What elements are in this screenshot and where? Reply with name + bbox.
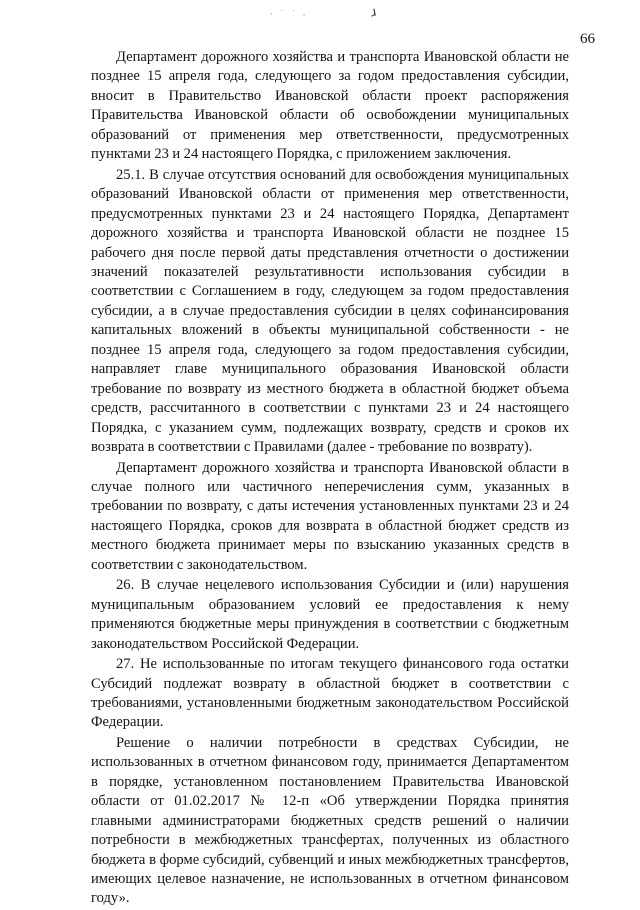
paragraph-need-decision: Решение о наличии потребности в средствах Субсидии, не использованных в отчетном финансовом году, принимается Департаментом в порядке, установленном постановлением Правительства Ивановской области от 01.02.2017 № 12-п «Об утверждении Порядка принятия главными администраторами бюджетных средств решений о наличии потребности в межбюджетных трансфертах, полученных из областного бюджета в форме субсидий, субвенций и иных межбюджетных трансфертов, имеющих целевое назначение, не использованных в отчетном финансовом году». <box>91 734 569 907</box>
document-body <box>91 48 569 910</box>
scan-mark: ɹ <box>369 4 378 21</box>
paragraph-department-deadline: Департамент дорожного хозяйства и транспорта Ивановской области не позднее 15 апреля года, следующего за годом предоставления субсидии, вносит в Правительство Ивановской области проект распоряжения Правительства Ивановской области об освобождении муниципальных образований от применения мер ответственности, предусмотренных пунктами 23 и 24 настоящего Порядка, с приложением заключения. <box>91 49 569 163</box>
paragraph-recovery-measures: Департамент дорожного хозяйства и транспорта Ивановской области в случае полного или частичного неперечисления сумм, указанных в требовании по возврату, с даты истечения установленных пунктами 23 и 24 настоящего Порядка, сроков для возврата в областной бюджет средств из местного бюджета принимает меры по взысканию указанных средств в соответствии с законодательством. <box>91 459 569 573</box>
scan-smudge: · ˙ ˙ - <box>270 10 308 20</box>
paragraph-27: 27. Не использованные по итогам текущего финансового года остатки Субсидий подлежат возврату в областной бюджет в соответствии с требованиями, установленными бюджетным законодательством Российской Федерации. <box>91 656 569 731</box>
paragraph-26: 26. В случае нецелевого использования Субсидии и (или) нарушения муниципальным образованием условий ее предоставления к нему применяются бюджетные меры принуждения в соответствии с бюджетным законодательством Российской Федерации. <box>91 577 569 652</box>
page-number: 66 <box>580 31 595 47</box>
paragraph-25-1: 25.1. В случае отсутствия оснований для освобождения муниципальных образований Ивановской области от применения мер ответственности, предусмотренных пунктами 23 и 24 настоящего Порядка, Департамент дорожного хозяйства и транспорта Ивановской области не позднее 15 рабочего дня после первой даты представления отчетности о достижении значений показателей результативности использования субсидии в соответствии с Соглашением в году, следующем за годом предоставления субсидии, а в случае предоставления субсидии в целях софинансирования капитальных вложений в объекты муниципальной собственности - не позднее 15 апреля года, следующего за годом предоставления субсидии, направляет главе муниципального образования Ивановской области требование по возврату из местного бюджета в областной бюджет объема средств, рассчитанного в соответствии с пунктами 23 и 24 настоящего Порядка, с указанием сумм, подлежащих возврату, средств и сроков их возврата в соответствии с Правилами (далее - требование по возврату). <box>91 166 569 456</box>
